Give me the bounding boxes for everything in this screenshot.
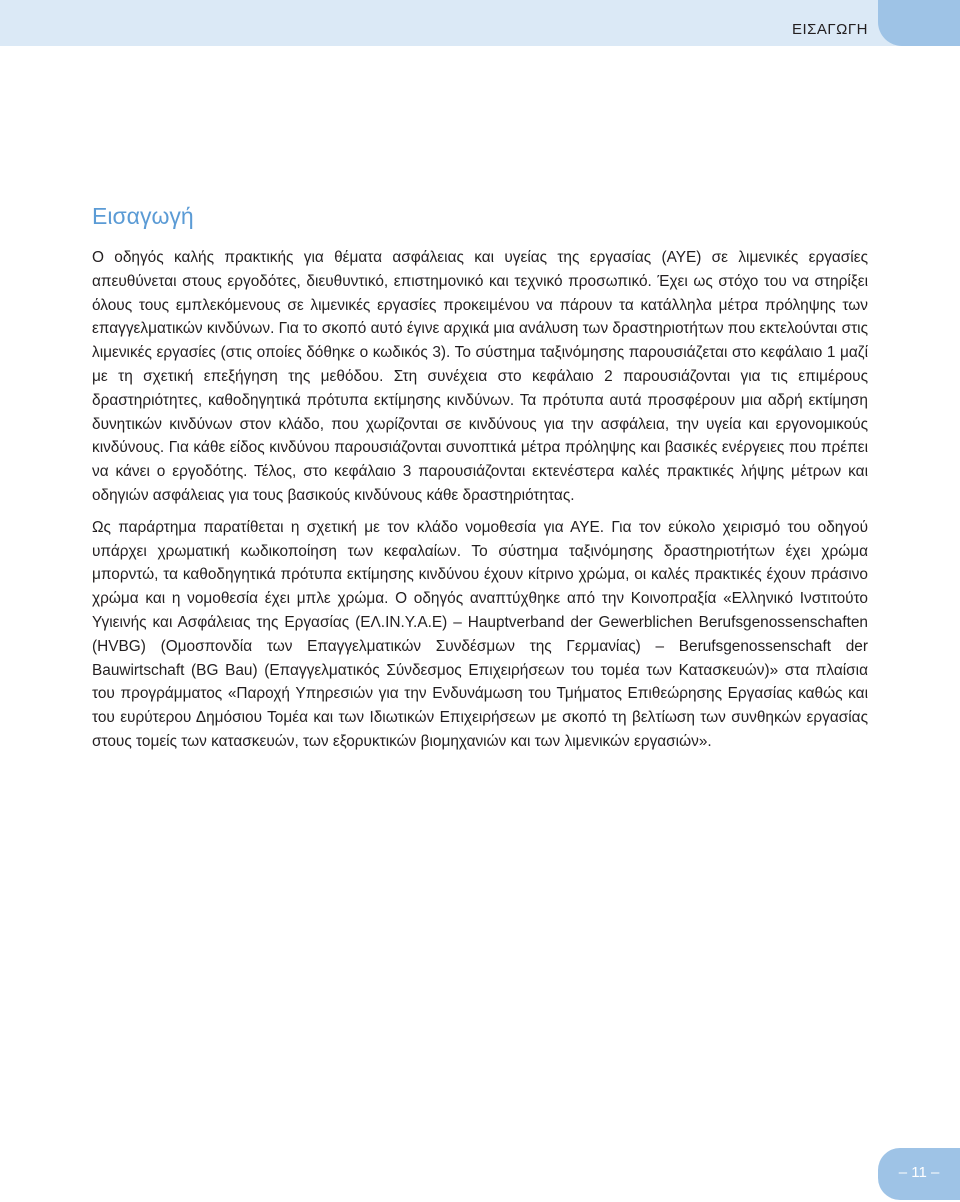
- body-text: [92, 246, 868, 762]
- paragraph-intro: Ο οδηγός καλής πρακτικής για θέματα ασφάλειας και υγείας της εργασίας (ΑΥΕ) σε λιμενικές εργασίες απευθύνεται στους εργοδότες, διευθυντικό, επιστημονικό και τεχνικό προσωπικό. Έχει ως στόχο του να στηρίξει όλους τους εμπλεκόμενους σε λιμενικές εργασίες προκειμένου να πάρουν τα κατάλληλα μέτρα πρόληψης των επαγγελματικών κινδύνων. Για το σκοπό αυτό έγινε αρχικά μια ανάλυση των δραστηριοτήτων που εκτελούνται στις λιμενικές εργασίες (στις οποίες δόθηκε ο κωδικός 3). Το σύστημα ταξινόμησης παρουσιάζεται στο κεφάλαιο 1 μαζί με τη σχετική επεξήγηση της μεθόδου. Στη συνέχεια στο κεφάλαιο 2 παρουσιάζονται για τις επιμέρους δραστηριότητες, καθοδηγητικά πρότυπα εκτίμησης κινδύνων. Τα πρότυπα αυτά προσφέρουν μια αδρή εκτίμηση δυνητικών κινδύνων στον κλάδο, που χωρίζονται σε κινδύνους για την ασφάλεια, την υγεία και εργονομικούς κινδύνους. Για κάθε είδος κινδύνου παρουσιάζονται συνοπτικά μέτρα πρόληψης και βασικές ενέργειες που πρέπει να κάνει ο εργοδότης. Τέλος, στο κεφάλαιο 3 παρουσιάζονται εκτενέστερα καλές πρακτικές λήψης μέτρων και οδηγιών ασφάλειας για τους βασικούς κινδύνους κάθε δραστηριότητας.: [92, 249, 868, 504]
- header-tab: [878, 0, 960, 46]
- section-label: ΕΙΣΑΓΩΓΗ: [791, 21, 868, 38]
- page-title: Εισαγωγή: [92, 203, 194, 229]
- paragraph-appendix: Ως παράρτημα παρατίθεται η σχετική με τον κλάδο νομοθεσία για ΑΥΕ. Για τον εύκολο χειρισμό του οδηγού υπάρχει χρωματική κωδικοποίηση των κεφαλαίων. Το σύστημα ταξινόμησης δραστηριοτήτων έχει χρώμα μπορντώ, τα καθοδηγητικά πρότυπα εκτίμησης κινδύνου έχουν κίτρινο χρώμα, οι καλές πρακτικές έχουν πράσινο χρώμα και η νομοθεσία έχει μπλε χρώμα. Ο οδηγός αναπτύχθηκε από την Κοινοπραξία «Ελληνικό Ινστιτούτο Υγιεινής και Ασφάλειας της Εργασίας (ΕΛ.ΙΝ.Υ.Α.Ε) – Hauptverband der Gewerblichen Berufsgenossenschaften (HVBG) (Ομοσπονδία των Επαγγελματικών Συνδέσμων της Γερμανίας) – Berufsgenossenschaft der Bauwirtschaft (BG Bau) (Επαγγελματικός Σύνδεσμος Επιχειρήσεων του τομέα των Κατασκευών)» στα πλαίσια του προγράμματος «Παροχή Υπηρεσιών για την Ενδυνάμωση του Τμήματος Επιθεώρησης Εργασίας καθώς και του ευρύτερου Δημόσιου Τομέα και των Ιδιωτικών Επιχειρήσεων με σκοπό τη βελτίωση των συνθηκών εργασίας στους τομείς των κατασκευών, των εξορυκτικών βιομηχανιών και των λιμενικών εργασιών».: [92, 518, 868, 750]
- page-number: – 11 –: [898, 1164, 940, 1181]
- page-number-tab: [878, 1148, 960, 1200]
